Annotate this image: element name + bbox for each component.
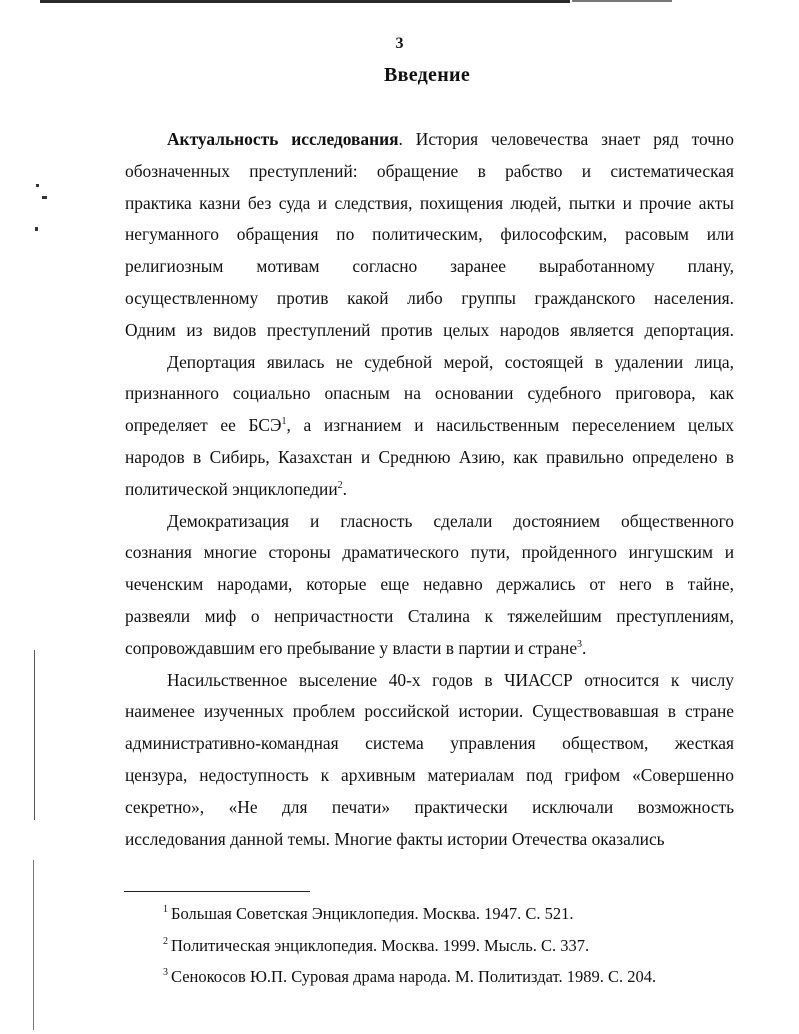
text-line	[125, 378, 734, 410]
line-text: негуманного обращения по политическим, философским, расовым или	[125, 224, 734, 245]
text-line	[125, 442, 734, 474]
line-text-after: , а изгнанием и насильственным переселением целых	[286, 415, 734, 436]
text-line	[125, 188, 734, 220]
footnote-number: 3	[163, 967, 168, 978]
scan-speck	[35, 227, 38, 231]
footnote-ref[interactable]: 2	[337, 479, 343, 491]
footnote	[163, 935, 743, 967]
text-line	[125, 474, 734, 506]
text-line	[125, 537, 734, 569]
text-line	[125, 251, 734, 283]
line-text-after: .	[342, 478, 348, 499]
text-line	[125, 760, 734, 792]
line-text: практика казни без суда и следствия, похищения людей, пытки и прочие акты	[125, 192, 734, 213]
text-line	[125, 410, 734, 442]
line-text: религиозным мотивам согласно заранее выработанному плану,	[125, 256, 734, 277]
line-text: Одним из видов преступлений против целых народов является депортация.	[125, 319, 734, 340]
footnote-ref[interactable]: 3	[577, 638, 583, 650]
line-text: осуществленному против какой либо группы гражданского населения.	[125, 287, 734, 308]
page-number: 3	[395, 35, 404, 52]
line-text: секретно», «Не для печати» практически исключали возможность	[125, 796, 734, 817]
line-text: народов в Сибирь, Казахстан и Среднюю Азию, как правильно определено в	[125, 446, 734, 467]
footnote-ref[interactable]: 1	[281, 416, 287, 428]
line-text: . История человечества знает ряд точно	[398, 129, 734, 149]
text-line	[125, 283, 734, 315]
scan-margin-line	[34, 650, 35, 820]
footnote-text: Сенокосов Ю.П. Суровая драма народа. М. Политиздат. 1989. С. 204.	[171, 967, 657, 986]
scan-margin-line	[33, 860, 34, 1030]
text-line	[125, 665, 734, 697]
text-line	[125, 315, 734, 347]
text-line	[125, 633, 734, 665]
footnote-text: Большая Советская Энциклопедия. Москва. 1947. С. 521.	[171, 904, 574, 923]
text-line	[125, 728, 734, 760]
line-text-after: .	[582, 637, 587, 658]
footnote-number: 1	[163, 904, 168, 915]
scan-speck	[42, 196, 47, 199]
text-line	[125, 347, 734, 379]
line-text: сопровождавшим его пребывание у власти в партии и стране	[125, 637, 578, 658]
line-text: Депортация явилась не судебной мерой, состоящей в удалении лица,	[167, 351, 734, 372]
scan-border-top	[40, 0, 570, 3]
text-line	[125, 506, 734, 538]
text-line	[125, 696, 734, 728]
text-line	[125, 219, 734, 251]
text-line	[125, 156, 734, 188]
line-text: политической энциклопедии	[125, 478, 338, 499]
footnotes	[163, 903, 743, 998]
line-text: обозначенных преступлений: обращение в рабство и систематическая	[125, 160, 734, 181]
text-line	[125, 792, 734, 824]
line-text: цензура, недоступность к архивным материалам под грифом «Совершенно	[125, 764, 734, 785]
line-text: Насильственное выселение 40-х годов в ЧИАССР относится к числу	[167, 669, 734, 690]
line-text: исследования данной темы. Многие факты истории Отечества оказались	[125, 828, 665, 849]
footnote	[163, 966, 743, 998]
line-text: развеяли миф о непричастности Сталина к тяжелейшим преступлениям,	[125, 605, 734, 626]
text-line	[125, 569, 734, 601]
scan-speck	[36, 184, 39, 187]
line-text: признанного социально опасным на основании судебного приговора, как	[125, 383, 734, 404]
line-text: чеченским народами, которые еще недавно держались от него в тайне,	[125, 574, 734, 595]
footnote	[163, 903, 743, 935]
footnote-text: Политическая энциклопедия. Москва. 1999. Мысль. С. 337.	[171, 935, 590, 955]
footnote-rule	[124, 891, 310, 892]
line-text: Демократизация и гласность сделали достоянием общественного	[167, 510, 734, 531]
line-text: определяет ее БСЭ	[125, 415, 282, 436]
text-line	[125, 124, 734, 156]
text-line	[125, 824, 734, 856]
lead-phrase: Актуальность исследования	[167, 129, 399, 149]
scan-border-top-faint	[572, 0, 672, 2]
line-text: административно-командная система управления обществом, жесткая	[125, 733, 734, 754]
line-text: сознания многие стороны драматического пути, пройденного ингушским и	[125, 542, 734, 563]
page-title: Введение	[383, 64, 471, 86]
text-line	[125, 601, 734, 633]
footnote-number: 2	[163, 935, 168, 947]
body-text	[125, 124, 734, 855]
line-text: наименее изученных проблем российской истории. Существовавшая в стране	[125, 701, 734, 722]
